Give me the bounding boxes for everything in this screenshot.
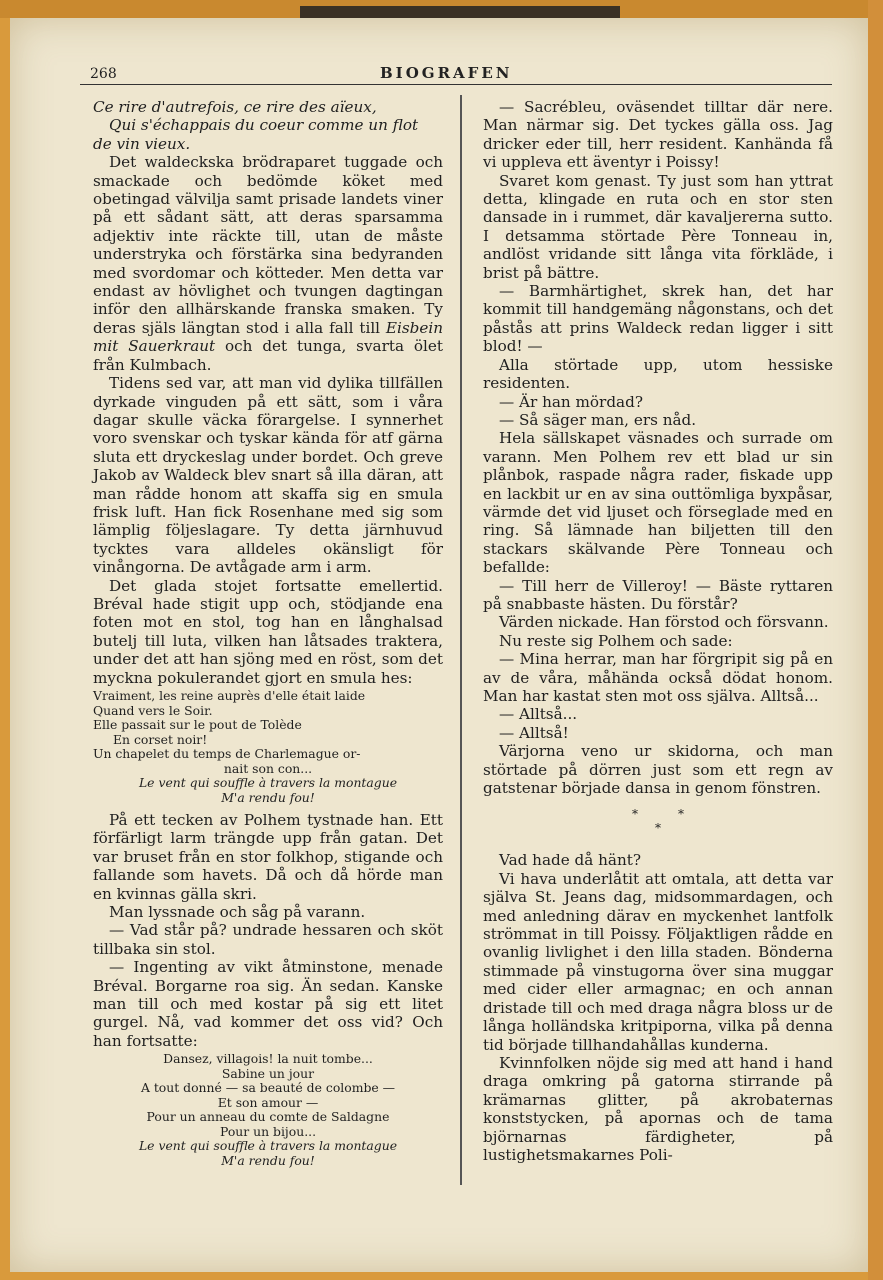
asterisk: * xyxy=(632,807,638,822)
verse-line: A tout donné — sa beauté de colombe — xyxy=(140,1080,396,1096)
verse-line: nait son con... xyxy=(223,760,313,776)
song-verse-2 xyxy=(93,1052,443,1168)
verse-line: Sabine un jour xyxy=(221,1065,315,1081)
paragraph: Det glada stojet fortsatte emellertid. Bréval hade stigit upp och, stödjande ena foten mot en stol, tog han en långhalsad butelj till luta, vilken han låtsades traktera, under det att han sjöng med en röst, som det myckna pokulerandet gjort en smula hes: xyxy=(93,576,443,687)
verse-line: Un chapelet du temps de Charlemague or- xyxy=(93,746,361,761)
verse-line: Quand vers le Soir. xyxy=(93,702,213,718)
paragraph: — Barmhärtighet, skrek han, det har kommit till handgemäng någonstans, och det påstås att prins Waldeck redan ligger i sitt blod! — xyxy=(483,282,833,356)
paragraph: Värjorna veno ur skidorna, och man störtade på dörren just som ett regn av gatstenar började dansa in genom fönstren. xyxy=(483,742,833,798)
paragraph: På ett tecken av Polhem tystnade han. Ett förfärligt larm trängde upp från gatan. Det var bruset från en stor folkhop, stigande och fallande som havets. Då och då hörde man en kvinnas gälla skri. xyxy=(93,811,443,903)
paragraph: Svaret kom genast. Ty just som han yttrat detta, klingade en ruta och en stor sten dansade in i rummet, där kavaljererna sutto. I detsamma störtade Père Tonneau in, andlöst vridande sitt långa vita förkläde, i brist på bättre. xyxy=(483,171,833,282)
page-top-strip xyxy=(0,0,883,18)
verse-line: Pour un anneau du comte de Saldagne xyxy=(146,1109,390,1125)
page-header xyxy=(80,62,832,85)
verse-line: Dansez, villagois! la nuit tombe... xyxy=(163,1051,373,1067)
paragraph: — Så säger man, ers nåd. xyxy=(499,410,697,429)
paragraph-text: och det tunga, svarta ölet från Kulmbach. xyxy=(93,337,443,374)
verse-line: Elle passait sur le pout de Tolède xyxy=(93,717,302,732)
poem-line: Qui s'échappais du coeur comme un flot xyxy=(109,116,419,135)
verse-line: Le vent qui souffle à travers la montague xyxy=(138,775,398,790)
page-number: 268 xyxy=(90,66,117,82)
column-divider xyxy=(460,95,462,1185)
masthead-fragment xyxy=(300,6,620,18)
paragraph: Nu reste sig Polhem och sade: xyxy=(499,631,733,650)
paragraph: Hela sällskapet väsnades och surrade om varann. Men Polhem rev ett blad ur sin plånbok, raspade några rader, fiskade upp en lackbit ur en av sina outtömliga byxpåsar, värmde det vid ljuset och förseglade med en ring. Så lämnade han biljetten till den stackars skälvande Père Tonneau och befallde: xyxy=(483,429,833,577)
verse-line: M'a rendu fou! xyxy=(221,789,315,805)
paragraph: Man lyssnade och såg på varann. xyxy=(109,903,366,922)
paragraph: — Är han mördad? xyxy=(499,392,643,411)
paragraph: — Mina herrar, man har förgripit sig på en av de våra, måhända också dödat honom. Man har kastat sten mot oss själva. Alltså... xyxy=(483,650,833,705)
poem-line: de vin vieux. xyxy=(93,134,191,153)
paragraph: — Till herr de Villeroy! — Bäste ryttaren på snabbaste hästen. Du förstår? xyxy=(483,576,833,613)
song-verse-1 xyxy=(93,689,443,805)
paragraph: Vi hava underlåtit att omtala, att detta var själva St. Jeans dag, midsommardagen, och med anledning därav en myckenhet lantfolk strömmat in till Poissy. Följaktligen rådde en ovanlig livlighet i den lilla staden. Bönderna stimmade på vinstugorna över sina muggar med cider eller armagnac; en och annan dristade till och med draga några bloss ur de långa holländska kritpiporna, vilka på denna tid började tillhandahållas kunderna. xyxy=(483,869,833,1054)
paragraph: Alla störtade upp, utom hessiske residenten. xyxy=(483,355,833,393)
paragraph: — Vad står på? undrade hessaren och sköt tillbaka sin stol. xyxy=(93,921,443,958)
poem-line: Ce rire d'autrefois, ce rire des aïeux, xyxy=(93,98,377,116)
verse-line: Pour un bijou... xyxy=(219,1123,317,1139)
paragraph: — Ingenting av vikt åtminstone, menade Bréval. Borgarne roa sig. Än sedan. Kanske man till och med kostar på sig ett litet gurgel. Nå, vad kommer det oss vid? Och han fortsatte: xyxy=(93,958,443,1050)
section-break xyxy=(483,807,833,835)
paragraph: Kvinnfolken nöjde sig med att hand i hand draga omkring på gatorna stirrande på krämarnas glitter, på akrobaternas konststycken, på apornas och de tama björnarnas färdigheter, på lustighetsmakarnes Poli- xyxy=(483,1053,833,1164)
paragraph: — Alltså! xyxy=(499,723,569,742)
asterisk: * xyxy=(655,821,661,836)
right-column xyxy=(483,98,833,1164)
left-column xyxy=(93,98,443,1174)
verse-line: Et son amour — xyxy=(217,1094,319,1110)
paragraph: — Alltså... xyxy=(499,705,578,724)
paragraph: — Sacrébleu, oväsendet tilltar där nere. Man närmar sig. Det tyckes gälla oss. Jag dricker eder till, herr resident. Kanhända få vi uppleva ett äventyr i Poissy! xyxy=(483,98,833,172)
binding-edge xyxy=(868,0,883,1280)
verse-line: Le vent qui souffle à travers la montague xyxy=(138,1138,398,1154)
emphasis-text: Eisbein mit Sauerkraut xyxy=(93,318,443,356)
verse-line: Vraiment, les reine auprès d'elle était laide xyxy=(93,688,366,703)
paragraph-text: Det waldeckska brödraparet tuggade och smackade och bedömde köket med obetingad välvilja samt prisade landets viner på ett sådant sätt, att deras sparsamma adjektiv inte räckte till, utan de måste understryka och förstärka sina bedyranden med svordomar och kötteder. Men detta var endast av hövlighet och tvungen dagtingan inför den allhärskande franska smaken. Ty deras själs längtan stod i alla fall till xyxy=(93,153,443,337)
verse-line: M'a rendu fou! xyxy=(221,1152,315,1168)
verse-line: En corset noir! xyxy=(113,731,208,747)
asterisk: * xyxy=(678,807,684,822)
paragraph: Tidens sed var, att man vid dylika tillfällen dyrkade vinguden på ett sätt, som i våra dagar skulle väcka förargelse. I synnerhet voro svenskar och tyskar kända för atf gärna sluta ett dryckeslag under bordet. Och greve Jakob av Waldeck blev snart så illa däran, att man rådde honom att skaffa sig en smula frisk luft. Han fick Rosenhane med sig som lämplig följeslagare. Ty detta järnhuvud tycktes vara alldeles okänsligt för vinångorna. De avtågade arm i arm. xyxy=(93,374,443,577)
running-title: BIOGRAFEN xyxy=(380,64,513,82)
paragraph: Vad hade då hänt? xyxy=(499,851,642,870)
paragraph xyxy=(93,153,443,374)
paragraph: Värden nickade. Han förstod och försvann. xyxy=(499,613,829,632)
